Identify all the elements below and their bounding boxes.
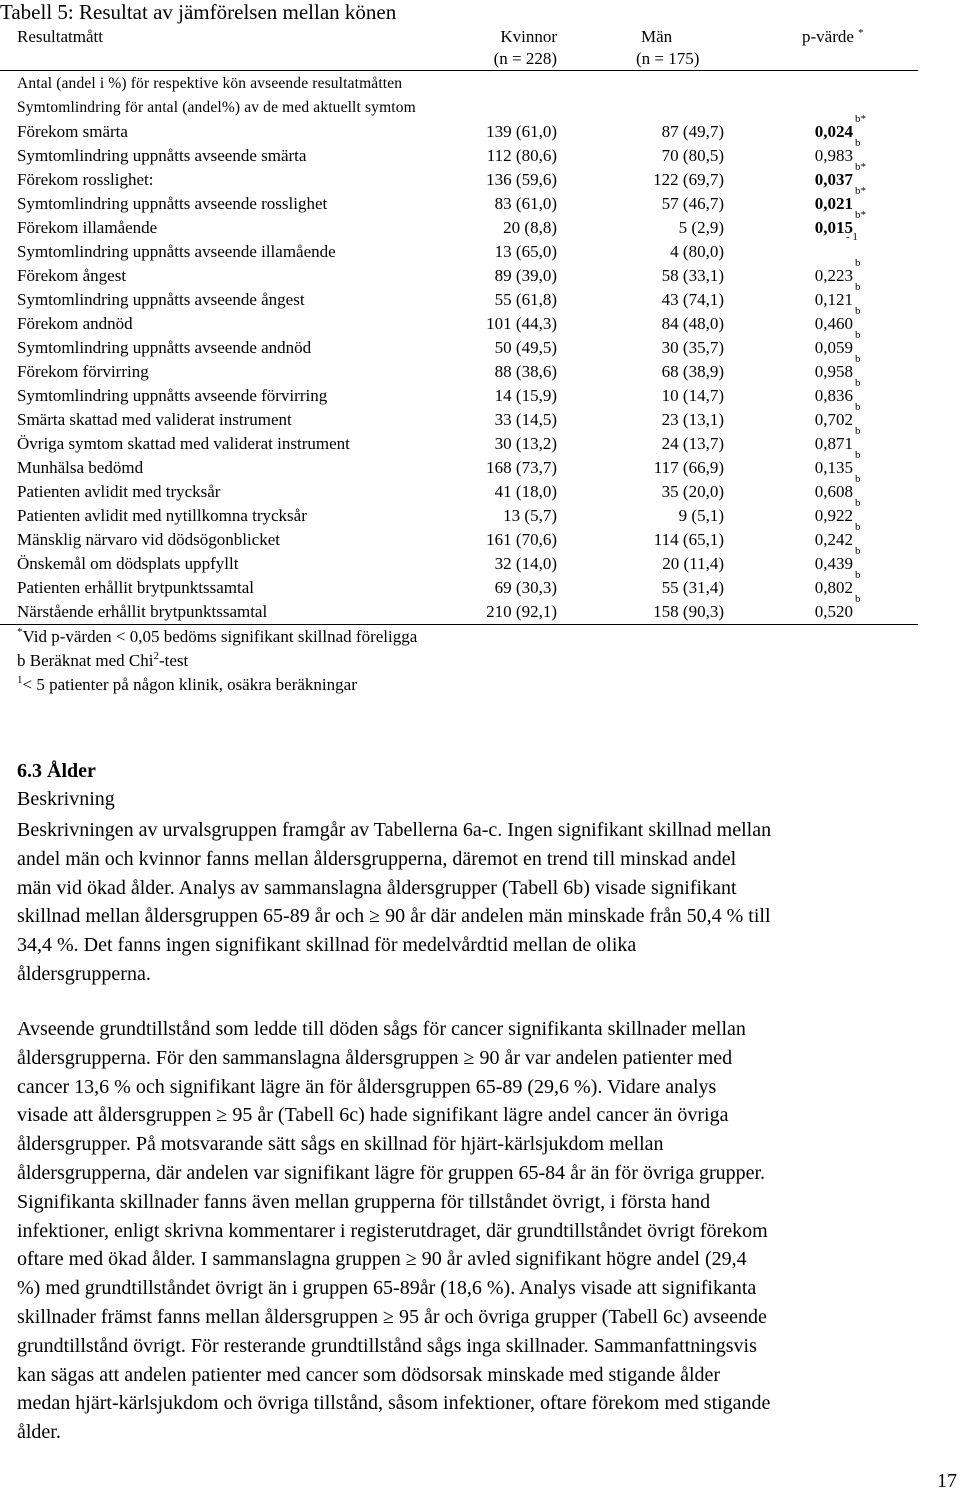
row-pvalue-note: b* [855, 161, 866, 173]
section-heading: 6.3 Ålder [17, 760, 96, 782]
header-women: Kvinnor [500, 27, 557, 46]
row-women-value: 139 (61,0) [486, 122, 557, 141]
row-pvalue-note: b [855, 497, 861, 509]
row-men-value: 10 (14,7) [661, 386, 724, 405]
row-pvalue-note: b [855, 257, 861, 269]
row-pvalue: 0,460 [814, 314, 853, 333]
row-label: Övriga symtom skattad med validerat instrument [17, 434, 350, 453]
row-label: Patienten avlidit med nytillkomna trycksår [17, 506, 307, 525]
table-row [0, 449, 918, 480]
table-row [0, 545, 918, 576]
footnote-text: Beräknat med Chi [25, 651, 154, 670]
row-pvalue: 0,059 [814, 338, 853, 357]
row-pvalue: 0,015 [814, 218, 853, 237]
header-women-n: (n = 228) [493, 49, 557, 68]
table-title: Tabell 5: Resultat av jämförelsen mellan könen [0, 0, 397, 24]
row-men-value: 5 (2,9) [678, 218, 724, 237]
paragraph-line: åldersgrupperna, där andelen var signifikant lägre för gruppen 65-84 år än för övriga grupper. [17, 1161, 766, 1184]
row-label: Önskemål om dödsplats uppfyllt [17, 554, 239, 573]
row-men-value: 55 (31,4) [661, 578, 724, 597]
row-pvalue-note: b* [855, 113, 866, 125]
row-men-value: 9 (5,1) [678, 506, 724, 525]
row-women-value: 168 (73,7) [486, 458, 557, 477]
row-pvalue: 0,024 [814, 122, 853, 141]
row-men-value: 58 (33,1) [661, 266, 724, 285]
row-women-value: 32 (14,0) [494, 554, 557, 573]
table-row [0, 161, 918, 192]
table-row [0, 305, 918, 336]
row-women-value: 55 (61,8) [494, 290, 557, 309]
section-line-2: Symtomlindring för antal (andel%) av de med aktuellt symtom [17, 99, 416, 116]
row-pvalue-note: b [855, 353, 861, 365]
row-men-value: 57 (46,7) [661, 194, 724, 213]
row-pvalue-note: b [855, 425, 861, 437]
footnote-tail: -test [158, 651, 189, 670]
footnote-few-patients [17, 674, 357, 696]
row-pvalue-note: b [855, 305, 861, 317]
table-row [0, 569, 918, 600]
row-men-value: 30 (35,7) [661, 338, 724, 357]
table-row [0, 521, 918, 552]
row-men-value: 24 (13,7) [661, 434, 724, 453]
table-row [0, 593, 918, 624]
row-women-value: 50 (49,5) [494, 338, 557, 357]
row-women-value: 13 (5,7) [503, 506, 557, 525]
row-label: Symtomlindring uppnåtts avseende andnöd [17, 338, 312, 357]
footnote-mark: b [17, 651, 26, 670]
table-bottom-rule [0, 624, 918, 625]
paragraph-line: skillnad mellan åldersgruppen 65-89 år och ≥ 90 år där andelen män minskade från 50,4 % till [17, 905, 771, 928]
paragraph-line: Avseende grundtillstånd som ledde till döden sågs för cancer signifikanta skillnader mellan [17, 1018, 746, 1040]
footnote-chi [17, 650, 188, 672]
row-pvalue-note: b* [855, 209, 866, 221]
paragraph-line: män vid ökad ålder. Analys av sammanslagna åldersgrupper (Tabell 6b) visade signifikant [17, 876, 737, 899]
paragraph-line: cancer 13,6 % och signifikant lägre än för åldersgruppen 65-89 (29,6 %). Vidare analys [17, 1075, 717, 1098]
row-women-value: 14 (15,9) [494, 386, 557, 405]
paragraph-line: medan hjärt-kärlsjukdom och övriga tillstånd, såsom infektioner, oftare förekom med stigande [17, 1392, 771, 1415]
table-row [0, 185, 918, 216]
paragraph-line: ålder. [17, 1421, 61, 1444]
table-row [0, 401, 918, 432]
row-women-value: 20 (8,8) [503, 218, 557, 237]
row-pvalue: 0,439 [814, 554, 853, 573]
table-header [0, 26, 918, 71]
row-label: Symtomlindring uppnåtts avseende ångest [17, 290, 305, 309]
row-pvalue: 0,983 [814, 146, 853, 165]
row-pvalue-note: b* [855, 185, 866, 197]
row-women-value: 136 (59,6) [486, 170, 557, 189]
table-row [0, 353, 918, 384]
row-pvalue: 0,021 [814, 194, 853, 213]
row-men-value: 68 (38,9) [661, 362, 724, 381]
row-label: Förekom andnöd [17, 314, 133, 333]
row-label: Patienten avlidit med trycksår [17, 482, 221, 501]
header-pvalue-text: p-värde [802, 27, 854, 46]
header-pvalue-sup: * [858, 27, 864, 39]
row-men-value: 20 (11,4) [662, 554, 724, 573]
row-pvalue-note: b [855, 281, 861, 293]
page-number: 17 [937, 1470, 957, 1492]
row-pvalue: 0,802 [814, 578, 853, 597]
row-women-value: 210 (92,1) [486, 602, 557, 621]
row-men-value: 114 (65,1) [653, 530, 724, 549]
paragraph-line: Signifikanta skillnader fanns även mellan grupperna för tillståndet övrigt, i första hand [17, 1190, 711, 1213]
paragraph-line: åldersgrupperna. [17, 962, 151, 985]
row-label: Förekom smärta [17, 122, 128, 141]
header-measure: Resultatmått [17, 27, 103, 46]
row-women-value: 83 (61,0) [494, 194, 557, 213]
row-men-value: 43 (74,1) [661, 290, 724, 309]
row-pvalue-note: b [855, 593, 861, 605]
footnote-text: Vid p-värden < 0,05 bedöms signifikant skillnad föreligga [22, 627, 418, 646]
paragraph-line: kan sägas att andelen patienter med cancer som dödsorsak minskade med stigande ålder [17, 1363, 721, 1386]
paragraph-line: andel män och kvinnor fanns mellan åldersgrupperna, däremot en trend till minskad andel [17, 847, 737, 870]
row-label: Förekom förvirring [17, 362, 149, 381]
row-women-value: 88 (38,6) [494, 362, 557, 381]
row-pvalue: 0,702 [814, 410, 853, 429]
row-pvalue: 0,836 [814, 386, 853, 405]
row-label: Förekom illamående [17, 218, 158, 237]
row-label: Förekom rosslighet: [17, 170, 154, 189]
paragraph-line: 34,4 %. Det fanns ingen signifikant skillnad för medelvårdtid mellan de olika [17, 934, 637, 957]
row-men-value: 84 (48,0) [661, 314, 724, 333]
paragraph-1 [17, 816, 960, 989]
paragraph-line: %) med grundtillståndet övrigt än i gruppen 65-89år (18,6 %). Analys visade att signifikanta [17, 1277, 757, 1300]
paragraph-2 [17, 1015, 960, 1447]
row-pvalue: 0,121 [814, 290, 853, 309]
row-men-value: 117 (66,9) [653, 458, 724, 477]
table-row [0, 137, 918, 168]
row-women-value: 161 (70,6) [486, 530, 557, 549]
header-men: Män [641, 27, 673, 46]
row-label: Närstående erhållit brytpunktssamtal [17, 602, 268, 621]
row-pvalue-note: b [855, 137, 861, 149]
row-women-value: 101 (44,3) [486, 314, 557, 333]
paragraph-line: Beskrivningen av urvalsgruppen framgår av Tabellerna 6a-c. Ingen signifikant skillnad mellan [17, 819, 772, 841]
footnote-mark: 1 [17, 674, 23, 686]
footnote-significance [17, 626, 417, 648]
header-pvalue [802, 26, 864, 48]
row-women-value: 33 (14,5) [494, 410, 557, 429]
table-row [0, 257, 918, 288]
row-pvalue-note: b [855, 377, 861, 389]
row-men-value: 35 (20,0) [661, 482, 724, 501]
row-pvalue: 0,608 [814, 482, 853, 501]
row-women-value: 41 (18,0) [494, 482, 557, 501]
footnote-text: < 5 patienter på någon klinik, osäkra beräkningar [22, 675, 357, 694]
paragraph-line: åldersgrupperna. För den sammanslagna åldersgruppen ≥ 90 år var andelen patienter med [17, 1046, 733, 1069]
row-men-value: 87 (49,7) [661, 122, 724, 141]
row-pvalue-note: b [855, 521, 861, 533]
row-pvalue: 0,135 [814, 458, 853, 477]
row-pvalue-note: b [855, 449, 861, 461]
row-pvalue-note: b [855, 329, 861, 341]
footnote-mark: * [17, 626, 23, 638]
table-row [0, 209, 918, 240]
row-women-value: 13 (65,0) [494, 242, 557, 261]
row-men-value: 70 (80,5) [661, 146, 724, 165]
paragraph-line: visade att åldersgruppen ≥ 95 år (Tabell 6c) hade signifikant lägre andel cancer än övriga [17, 1104, 729, 1127]
table-row [0, 281, 918, 312]
paragraph-line: grundtillstånd övrigt. För resterande grundtillstånd sågs inga skillnader. Sammanfattningsvis [17, 1334, 757, 1357]
table-row [0, 231, 918, 264]
row-pvalue: 0,922 [814, 506, 853, 525]
row-pvalue-note: b [855, 401, 861, 413]
paragraph-line: åldersgrupper. På motsvarande sätt sågs en skillnad för hjärt-kärlsjukdom mellan [17, 1133, 664, 1156]
table-row [0, 473, 918, 504]
row-label: Symtomlindring uppnåtts avseende smärta [17, 146, 307, 165]
row-women-value: 89 (39,0) [494, 266, 557, 285]
row-men-value: 23 (13,1) [661, 410, 724, 429]
row-label: Smärta skattad med validerat instrument [17, 410, 292, 429]
row-label: Symtomlindring uppnåtts avseende rosslighet [17, 194, 328, 213]
paragraph-line: skillnader främst fanns mellan åldersgruppen ≥ 95 år och övriga grupper (Tabell 6c) avseende [17, 1305, 767, 1328]
row-pvalue: 0,242 [814, 530, 853, 549]
row-pvalue: 0,520 [814, 602, 853, 621]
row-label: Symtomlindring uppnåtts avseende illamående [17, 242, 336, 261]
row-pvalue: 0,037 [814, 170, 853, 189]
row-label: Mänsklig närvaro vid dödsögonblicket [17, 530, 280, 549]
paragraph-line: infektioner, enligt skrivna kommentarer i registerutdraget, där grundtillståndet övrigt förekom [17, 1219, 768, 1242]
row-pvalue: 0,871 [814, 434, 853, 453]
row-women-value: 30 (13,2) [494, 434, 557, 453]
row-pvalue-note: b [855, 569, 861, 581]
table-row [0, 113, 918, 144]
row-women-value: 112 (80,6) [486, 146, 557, 165]
table-row [0, 497, 918, 528]
row-men-value: 4 (80,0) [670, 242, 724, 261]
table-row [0, 329, 918, 360]
row-label: Patienten erhållit brytpunktssamtal [17, 578, 255, 597]
row-pvalue-note: b [855, 545, 861, 557]
row-pvalue-note: - 1 [846, 231, 858, 243]
row-pvalue: 0,223 [814, 266, 853, 285]
row-label: Förekom ångest [17, 266, 127, 285]
row-men-value: 158 (90,3) [653, 602, 724, 621]
row-label: Munhälsa bedömd [17, 458, 144, 477]
footnote-sup: 2 [153, 650, 159, 662]
table-row [0, 377, 918, 408]
row-pvalue-note: b [855, 473, 861, 485]
row-pvalue: 0,958 [814, 362, 853, 381]
header-men-n: (n = 175) [636, 49, 700, 68]
table-row [0, 425, 918, 456]
row-label: Symtomlindring uppnåtts avseende förvirring [17, 386, 328, 405]
row-women-value: 69 (30,3) [494, 578, 557, 597]
section-line-1: Antal (andel i %) för respektive kön avseende resultatmåtten [17, 75, 403, 92]
paragraph-line: oftare med ökad ålder. I sammanslagna gruppen ≥ 90 år avled signifikant högre andel (29,4 [17, 1248, 747, 1271]
subheading: Beskrivning [17, 788, 115, 810]
row-men-value: 122 (69,7) [653, 170, 724, 189]
